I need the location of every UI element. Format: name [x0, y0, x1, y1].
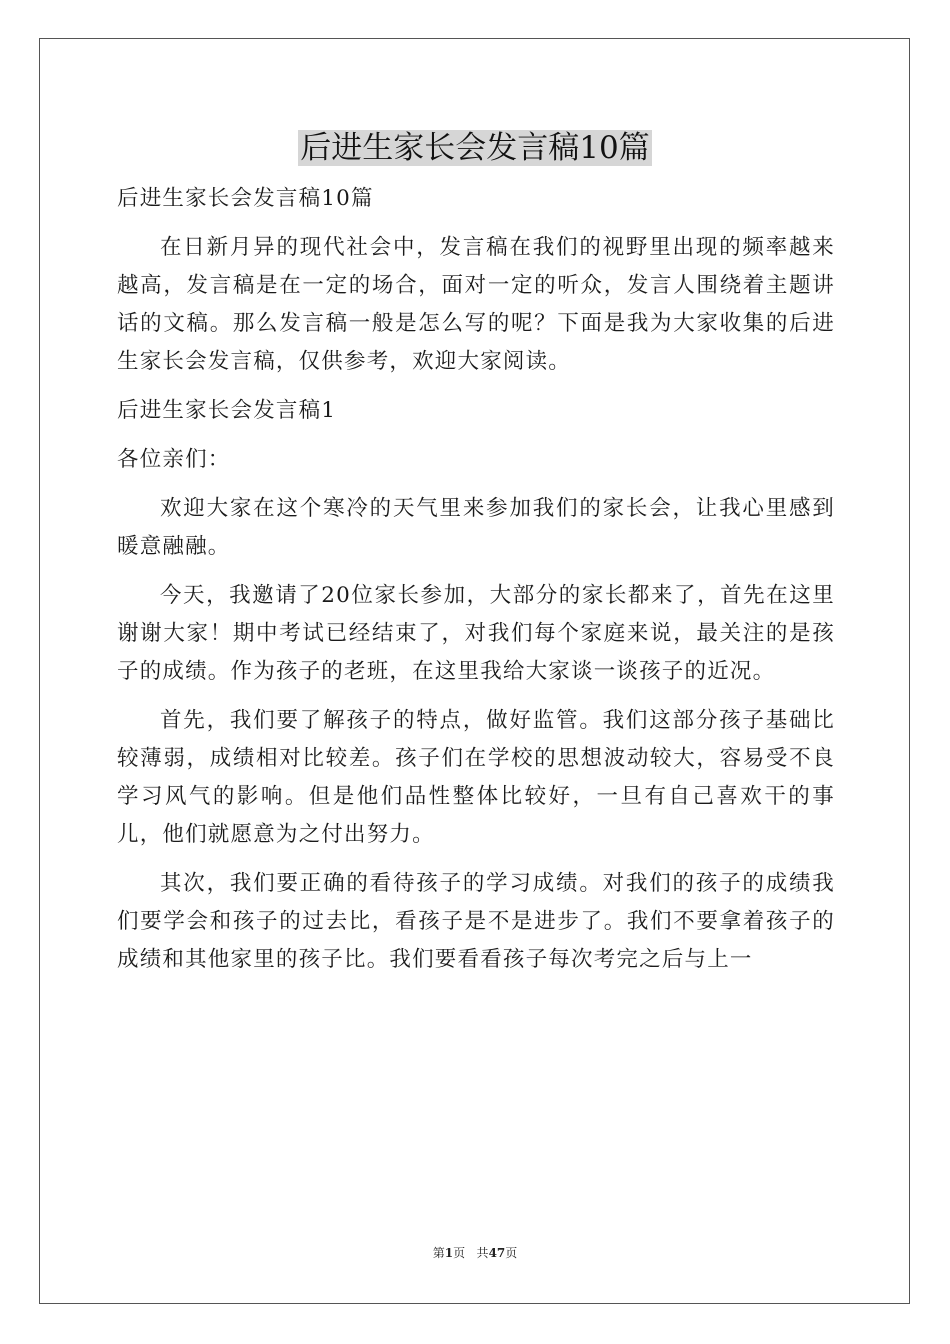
footer-page-suffix: 页: [453, 1246, 466, 1260]
document-body: [117, 180, 835, 990]
document-title: 后进生家长会发言稿10篇: [300, 130, 650, 166]
paragraph: 首先，我们要了解孩子的特点，做好监管。我们这部分孩子基础比较薄弱，成绩相对比较差。孩子们在学校的思想波动较大，容易受不良学习风气的影响。但是他们品性整体比较好，一旦有自己喜欢干的事儿，他们就愿意为之付出努力。: [117, 708, 835, 847]
paragraph: 后进生家长会发言稿1: [117, 398, 337, 423]
footer-total-prefix: 共: [476, 1246, 489, 1260]
footer-prefix: 第: [432, 1246, 445, 1260]
paragraph: 欢迎大家在这个寒冷的天气里来参加我们的家长会，让我心里感到暖意融融。: [117, 496, 835, 559]
paragraph: 后进生家长会发言稿10篇: [117, 186, 374, 211]
page-footer: [0, 1244, 950, 1261]
footer-total-pages: 47: [488, 1246, 506, 1260]
footer-page-number: 1: [444, 1246, 454, 1260]
document-title-container: [0, 126, 950, 170]
paragraph: 在日新月异的现代社会中，发言稿在我们的视野里出现的频率越来越高，发言稿是在一定的场合，面对一定的听众，发言人围绕着主题讲话的文稿。那么发言稿一般是怎么写的呢？下面是我为大家收集的后进生家长会发言稿，仅供参考，欢迎大家阅读。: [117, 235, 835, 374]
footer-total-suffix: 页: [505, 1246, 518, 1260]
paragraph: 各位亲们：: [117, 447, 231, 472]
paragraph: 其次，我们要正确的看待孩子的学习成绩。对我们的孩子的成绩我们要学会和孩子的过去比，看孩子是不是进步了。我们不要拿着孩子的成绩和其他家里的孩子比。我们要看看孩子每次考完之后与上一: [117, 871, 835, 972]
paragraph: 今天，我邀请了20位家长参加，大部分的家长都来了，首先在这里谢谢大家！期中考试已经结束了，对我们每个家庭来说，最关注的是孩子的成绩。作为孩子的老班，在这里我给大家谈一谈孩子的近况。: [117, 583, 835, 684]
